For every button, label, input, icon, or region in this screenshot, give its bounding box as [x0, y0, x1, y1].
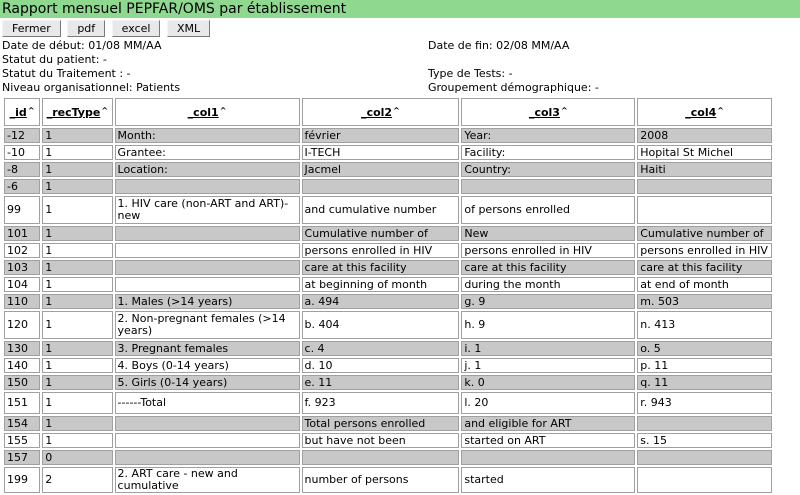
table-cell-rectype: 1	[42, 277, 112, 292]
table-cell-col3: persons enrolled in HIV	[461, 243, 635, 258]
table-cell-rectype: 1	[42, 416, 112, 431]
table-cell-col4: q. 11	[637, 375, 772, 390]
treatment-status: Statut du Traitement : -	[2, 67, 131, 80]
close-button[interactable]: Fermer	[2, 20, 61, 37]
table-cell-col3: started	[461, 467, 635, 493]
table-cell-col4: r. 943	[637, 392, 772, 414]
table-cell-col1: 4. Boys (0-14 years)	[115, 358, 300, 373]
table-cell-id: -8	[4, 162, 40, 177]
table-cell-id: -6	[4, 179, 40, 194]
table-cell-col3: New	[461, 226, 635, 241]
table-cell-rectype: 1	[42, 392, 112, 414]
table-cell-rectype: 1	[42, 145, 112, 160]
column-header-col3[interactable]	[461, 98, 635, 126]
table-cell-col4: persons enrolled in HIV	[637, 243, 772, 258]
table-cell-col3: h. 9	[461, 311, 635, 339]
table-cell-id: 199	[4, 467, 40, 493]
table-cell-col1	[115, 277, 300, 292]
table-cell-id: 150	[4, 375, 40, 390]
table-cell-id: 99	[4, 196, 40, 224]
table-row	[4, 226, 772, 241]
table-cell-col2: and cumulative number	[302, 196, 460, 224]
table-cell-col4: n. 413	[637, 311, 772, 339]
table-cell-rectype: 1	[42, 311, 112, 339]
table-cell-col2: care at this facility	[302, 260, 460, 275]
table-cell-col4	[637, 196, 772, 224]
table-cell-rectype: 1	[42, 243, 112, 258]
table-cell-col1: 2. ART care - new and cumulative	[115, 467, 300, 493]
report-title: Rapport mensuel PEPFAR/OMS par établissement	[0, 0, 800, 18]
table-cell-col2: but have not been	[302, 433, 460, 448]
table-cell-col3: during the month	[461, 277, 635, 292]
table-cell-col3: started on ART	[461, 433, 635, 448]
table-row	[4, 341, 772, 356]
table-cell-col2: at beginning of month	[302, 277, 460, 292]
table-cell-col2: f. 923	[302, 392, 460, 414]
table-cell-id: 151	[4, 392, 40, 414]
table-cell-rectype: 1	[42, 162, 112, 177]
table-cell-col3: g. 9	[461, 294, 635, 309]
table-cell-col4: Cumulative number of	[637, 226, 772, 241]
table-cell-col1: 1. Males (>14 years)	[115, 294, 300, 309]
table-cell-col3: Country:	[461, 162, 635, 177]
table-cell-col3: j. 1	[461, 358, 635, 373]
table-cell-col3: of persons enrolled	[461, 196, 635, 224]
table-cell-col1	[115, 433, 300, 448]
table-cell-col1: 3. Pregnant females	[115, 341, 300, 356]
table-row	[4, 433, 772, 448]
table-cell-rectype: 1	[42, 226, 112, 241]
table-cell-id: 102	[4, 243, 40, 258]
column-header-id[interactable]	[4, 98, 40, 126]
table-cell-col4: Haiti	[637, 162, 772, 177]
table-cell-rectype: 1	[42, 196, 112, 224]
org-level: Niveau organisationnel: Patients	[2, 81, 181, 94]
table-row	[4, 467, 772, 493]
table-cell-id: 154	[4, 416, 40, 431]
table-cell-col1: Grantee:	[115, 145, 300, 160]
table-cell-col3: Facility:	[461, 145, 635, 160]
table-row	[4, 196, 772, 224]
table-row	[4, 375, 772, 390]
table-row	[4, 128, 772, 143]
table-cell-rectype: 2	[42, 467, 112, 493]
sort-icon[interactable]: ^	[101, 105, 109, 115]
table-cell-col3: care at this facility	[461, 260, 635, 275]
table-cell-id: 155	[4, 433, 40, 448]
table-cell-col4: 2008	[637, 128, 772, 143]
sort-icon[interactable]: ^	[219, 105, 227, 115]
table-cell-rectype: 0	[42, 450, 112, 465]
table-cell-rectype: 1	[42, 294, 112, 309]
column-header-col1[interactable]	[115, 98, 300, 126]
table-cell-col2: a. 494	[302, 294, 460, 309]
column-header-label[interactable]: _col3	[528, 105, 560, 119]
table-cell-col3: l. 20	[461, 392, 635, 414]
table-cell-col1	[115, 179, 300, 194]
table-cell-col3: i. 1	[461, 341, 635, 356]
table-cell-col2	[302, 179, 460, 194]
table-cell-col2: persons enrolled in HIV	[302, 243, 460, 258]
table-cell-col3: k. 0	[461, 375, 635, 390]
column-header-label[interactable]: _id	[9, 105, 27, 119]
table-row	[4, 450, 772, 465]
xml-button[interactable]: XML	[167, 20, 210, 37]
table-row	[4, 392, 772, 414]
table-cell-col2: number of persons	[302, 467, 460, 493]
demographic-grouping: Groupement démographique: -	[428, 81, 599, 94]
table-cell-col2: e. 11	[302, 375, 460, 390]
table-cell-id: 101	[4, 226, 40, 241]
table-row	[4, 416, 772, 431]
table-cell-col4: Hopital St Michel	[637, 145, 772, 160]
table-cell-rectype: 1	[42, 433, 112, 448]
table-cell-col2	[302, 450, 460, 465]
column-header-rectype[interactable]	[42, 98, 112, 126]
table-row	[4, 162, 772, 177]
table-cell-col1: Month:	[115, 128, 300, 143]
table-cell-col4: s. 15	[637, 433, 772, 448]
table-cell-col3	[461, 450, 635, 465]
column-header-label[interactable]: _col1	[187, 105, 219, 119]
sort-icon[interactable]: ^	[27, 105, 35, 115]
table-cell-col2: I-TECH	[302, 145, 460, 160]
excel-button[interactable]: excel	[112, 20, 161, 37]
table-cell-col4: m. 503	[637, 294, 772, 309]
table-cell-id: 103	[4, 260, 40, 275]
table-cell-col1: 1. HIV care (non-ART and ART)-new	[115, 196, 300, 224]
table-cell-col4	[637, 416, 772, 431]
sort-icon[interactable]: ^	[717, 105, 724, 115]
end-date: Date de fin: 02/08 MM/AA	[428, 39, 570, 52]
report-table	[2, 96, 774, 495]
table-cell-rectype: 1	[42, 179, 112, 194]
table-cell-col1	[115, 243, 300, 258]
table-cell-col1	[115, 226, 300, 241]
table-cell-rectype: 1	[42, 260, 112, 275]
table-cell-col2: d. 10	[302, 358, 460, 373]
table-cell-col1	[115, 416, 300, 431]
table-cell-col4: care at this facility	[637, 260, 772, 275]
column-header-label[interactable]: _col2	[361, 105, 393, 119]
table-cell-col4	[637, 467, 772, 493]
table-cell-col4: p. 11	[637, 358, 772, 373]
table-cell-id: 140	[4, 358, 40, 373]
column-header-label[interactable]: _recType	[46, 105, 101, 119]
table-cell-col1: Location:	[115, 162, 300, 177]
table-cell-col2: Total persons enrolled	[302, 416, 460, 431]
table-cell-col3: and eligible for ART	[461, 416, 635, 431]
table-cell-col1: 5. Girls (0-14 years)	[115, 375, 300, 390]
column-header-col4[interactable]	[637, 98, 772, 126]
table-row	[4, 277, 772, 292]
column-header-col2[interactable]	[302, 98, 460, 126]
table-row	[4, 145, 772, 160]
table-cell-rectype: 1	[42, 341, 112, 356]
table-cell-col2: b. 404	[302, 311, 460, 339]
sort-icon[interactable]: ^	[393, 105, 400, 115]
table-cell-col2: Jacmel	[302, 162, 460, 177]
table-cell-col1: 2. Non-pregnant females (>14 years)	[115, 311, 300, 339]
table-cell-col1: ------Total	[115, 392, 300, 414]
table-cell-col2: Cumulative number of	[302, 226, 460, 241]
table-cell-rectype: 1	[42, 358, 112, 373]
test-type: Type de Tests: -	[428, 67, 513, 80]
table-cell-col4: o. 5	[637, 341, 772, 356]
table-cell-id: 110	[4, 294, 40, 309]
table-cell-col1	[115, 260, 300, 275]
table-cell-id: 120	[4, 311, 40, 339]
table-cell-id: 130	[4, 341, 40, 356]
table-cell-col4	[637, 179, 772, 194]
table-cell-rectype: 1	[42, 375, 112, 390]
table-cell-rectype: 1	[42, 128, 112, 143]
patient-status: Statut du patient: -	[2, 53, 107, 66]
table-row	[4, 243, 772, 258]
table-row	[4, 179, 772, 194]
table-row	[4, 358, 772, 373]
table-cell-col3: Year:	[461, 128, 635, 143]
table-cell-id: -10	[4, 145, 40, 160]
sort-icon[interactable]: ^	[560, 105, 568, 115]
table-cell-col3	[461, 179, 635, 194]
start-date: Date de début: 01/08 MM/AA	[2, 39, 162, 52]
table-cell-col1	[115, 450, 300, 465]
pdf-button[interactable]: pdf	[67, 20, 105, 37]
column-header-label[interactable]: _col4	[685, 105, 717, 119]
table-row	[4, 311, 772, 339]
table-cell-col2: c. 4	[302, 341, 460, 356]
table-row	[4, 260, 772, 275]
toolbar	[2, 20, 213, 38]
table-row	[4, 294, 772, 309]
table-cell-id: 157	[4, 450, 40, 465]
table-cell-id: -12	[4, 128, 40, 143]
table-cell-id: 104	[4, 277, 40, 292]
table-cell-col4	[637, 450, 772, 465]
table-cell-col4: at end of month	[637, 277, 772, 292]
table-cell-col2: février	[302, 128, 460, 143]
